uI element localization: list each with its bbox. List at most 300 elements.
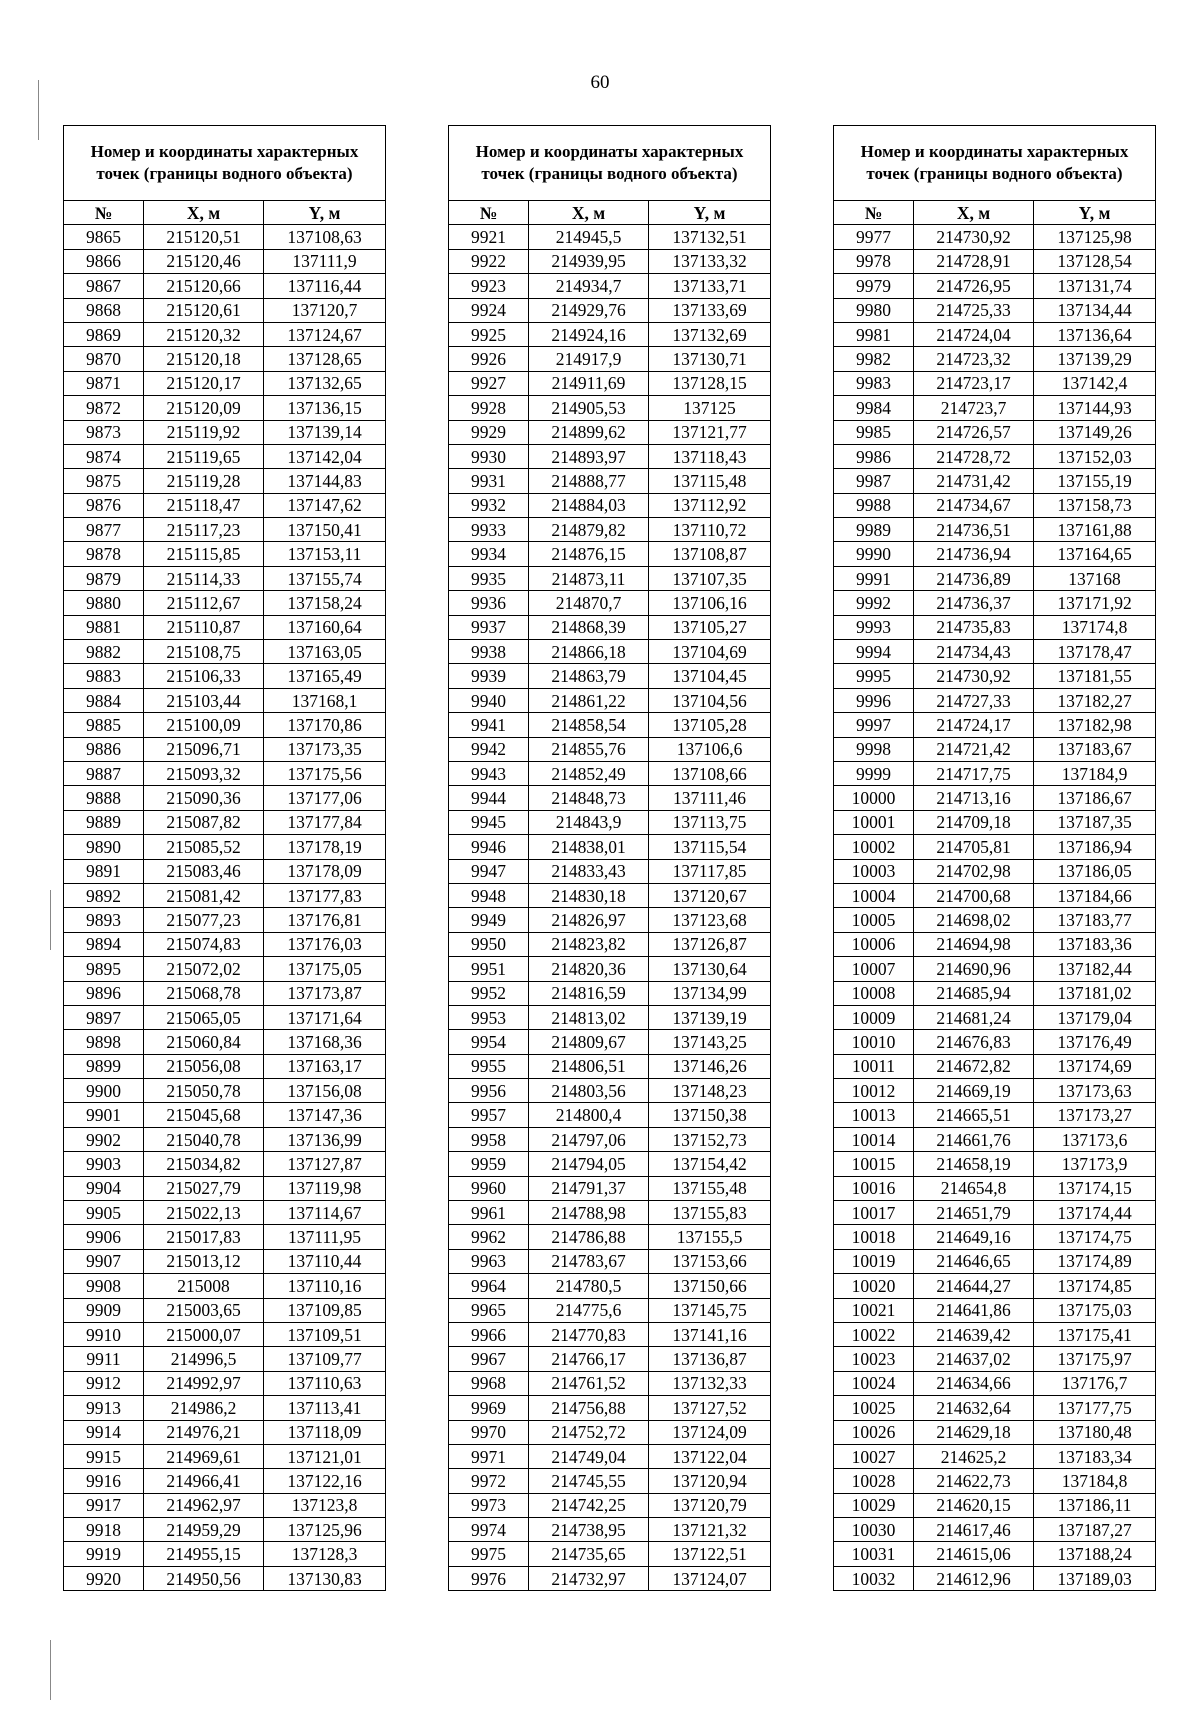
y-coordinate-cell: 137182,98 [1034,713,1156,737]
y-coordinate-cell: 137127,87 [264,1152,386,1176]
x-coordinate-cell: 214629,18 [914,1420,1034,1444]
x-coordinate-cell: 214924,16 [529,322,649,346]
y-coordinate-cell: 137111,46 [649,786,771,810]
x-coordinate-cell: 214863,79 [529,664,649,688]
point-number-cell: 9918 [64,1518,144,1542]
y-coordinate-cell: 137175,03 [1034,1298,1156,1322]
table-row [449,1030,771,1054]
x-coordinate-cell: 214732,97 [529,1566,649,1590]
y-coordinate-cell: 137155,83 [649,1201,771,1225]
x-coordinate-cell: 214735,65 [529,1542,649,1566]
y-coordinate-cell: 137164,65 [1034,542,1156,566]
table-row [64,908,386,932]
table-row [449,786,771,810]
y-coordinate-cell: 137175,41 [1034,1322,1156,1346]
table-row [449,664,771,688]
y-coordinate-cell: 137106,6 [649,737,771,761]
y-coordinate-cell: 137113,41 [264,1396,386,1420]
y-coordinate-cell: 137139,14 [264,420,386,444]
y-coordinate-cell: 137118,43 [649,444,771,468]
point-number-cell: 10005 [834,908,914,932]
x-coordinate-cell: 214816,59 [529,981,649,1005]
table-row [834,249,1156,273]
y-coordinate-cell: 137125,98 [1034,225,1156,249]
scan-edge-line-middle [50,890,51,950]
x-coordinate-cell: 214959,29 [144,1518,264,1542]
table-row [449,298,771,322]
x-coordinate-cell: 215050,78 [144,1079,264,1103]
x-coordinate-cell: 214986,2 [144,1396,264,1420]
x-coordinate-cell: 215087,82 [144,810,264,834]
point-number-cell: 10020 [834,1274,914,1298]
x-coordinate-cell: 214861,22 [529,688,649,712]
point-number-cell: 9923 [449,274,529,298]
coordinates-table-1 [63,125,386,1591]
x-coordinate-cell: 215112,67 [144,591,264,615]
table-body [449,225,771,1591]
x-coordinate-cell: 214870,7 [529,591,649,615]
point-number-cell: 9992 [834,591,914,615]
table-row [64,640,386,664]
x-coordinate-cell: 214735,83 [914,615,1034,639]
y-coordinate-cell: 137183,77 [1034,908,1156,932]
table-row [449,1469,771,1493]
x-coordinate-cell: 215108,75 [144,640,264,664]
x-coordinate-cell: 214694,98 [914,932,1034,956]
scan-edge-line-bottom [50,1640,51,1700]
table-row [834,274,1156,298]
y-coordinate-cell: 137133,71 [649,274,771,298]
y-coordinate-cell: 137181,02 [1034,981,1156,1005]
y-coordinate-cell: 137173,63 [1034,1079,1156,1103]
point-number-cell: 10015 [834,1152,914,1176]
x-coordinate-cell: 214730,92 [914,225,1034,249]
y-coordinate-cell: 137178,47 [1034,640,1156,664]
point-number-cell: 9969 [449,1396,529,1420]
point-number-cell: 9948 [449,883,529,907]
table-row [64,761,386,785]
table-row [449,396,771,420]
x-coordinate-cell: 214649,16 [914,1225,1034,1249]
page-number: 60 [590,72,610,93]
table-row [64,786,386,810]
x-coordinate-cell: 214724,17 [914,713,1034,737]
x-coordinate-cell: 214809,67 [529,1030,649,1054]
point-number-cell: 9972 [449,1469,529,1493]
x-coordinate-cell: 215045,68 [144,1103,264,1127]
table-row [64,566,386,590]
table-row [449,640,771,664]
y-coordinate-cell: 137174,44 [1034,1201,1156,1225]
point-number-cell: 9885 [64,713,144,737]
table-row [834,810,1156,834]
x-coordinate-cell: 214955,15 [144,1542,264,1566]
y-coordinate-cell: 137174,75 [1034,1225,1156,1249]
point-number-cell: 9928 [449,396,529,420]
table-row [834,347,1156,371]
x-coordinate-cell: 214770,83 [529,1322,649,1346]
y-coordinate-cell: 137122,04 [649,1444,771,1468]
x-coordinate-cell: 214806,51 [529,1054,649,1078]
x-coordinate-cell: 215060,84 [144,1030,264,1054]
x-coordinate-cell: 215081,42 [144,883,264,907]
y-coordinate-cell: 137125 [649,396,771,420]
table-row [64,981,386,1005]
table-row [834,1322,1156,1346]
point-number-cell: 9999 [834,761,914,785]
point-number-cell: 10022 [834,1322,914,1346]
point-number-cell: 9904 [64,1176,144,1200]
x-coordinate-cell: 215003,65 [144,1298,264,1322]
y-coordinate-cell: 137120,79 [649,1493,771,1517]
table-row [834,1371,1156,1395]
column-header-y: Y, м [264,201,386,225]
point-number-cell: 9929 [449,420,529,444]
y-coordinate-cell: 137184,66 [1034,883,1156,907]
point-number-cell: 10003 [834,859,914,883]
point-number-cell: 10025 [834,1396,914,1420]
x-coordinate-cell: 214685,94 [914,981,1034,1005]
y-coordinate-cell: 137144,83 [264,469,386,493]
y-coordinate-cell: 137176,81 [264,908,386,932]
y-coordinate-cell: 137168 [1034,566,1156,590]
point-number-cell: 9924 [449,298,529,322]
point-number-cell: 9871 [64,371,144,395]
table-row [64,1225,386,1249]
x-coordinate-cell: 214866,18 [529,640,649,664]
point-number-cell: 9867 [64,274,144,298]
point-number-cell: 9996 [834,688,914,712]
point-number-cell: 10010 [834,1030,914,1054]
y-coordinate-cell: 137173,87 [264,981,386,1005]
table-row [64,1274,386,1298]
table-row [449,1176,771,1200]
table-row [834,469,1156,493]
table-row [834,981,1156,1005]
point-number-cell: 9919 [64,1542,144,1566]
point-number-cell: 9990 [834,542,914,566]
point-number-cell: 9978 [834,249,914,273]
point-number-cell: 9880 [64,591,144,615]
y-coordinate-cell: 137118,09 [264,1420,386,1444]
y-coordinate-cell: 137110,44 [264,1249,386,1273]
x-coordinate-cell: 214654,8 [914,1176,1034,1200]
point-number-cell: 9998 [834,737,914,761]
table-row [834,786,1156,810]
x-coordinate-cell: 215110,87 [144,615,264,639]
table-row [64,883,386,907]
table-row [64,1298,386,1322]
table-row [449,1127,771,1151]
point-number-cell: 9984 [834,396,914,420]
point-number-cell: 9973 [449,1493,529,1517]
x-coordinate-cell: 214730,92 [914,664,1034,688]
table-row [834,1103,1156,1127]
y-coordinate-cell: 137184,8 [1034,1469,1156,1493]
point-number-cell: 9983 [834,371,914,395]
point-number-cell: 9940 [449,688,529,712]
y-coordinate-cell: 137186,05 [1034,859,1156,883]
coordinates-table-2 [448,125,771,1591]
table-row [449,1566,771,1590]
y-coordinate-cell: 137174,89 [1034,1249,1156,1273]
x-coordinate-cell: 214723,17 [914,371,1034,395]
table-row [449,761,771,785]
table-row [449,737,771,761]
x-coordinate-cell: 214728,91 [914,249,1034,273]
point-number-cell: 9979 [834,274,914,298]
table-row [834,908,1156,932]
table-row [449,957,771,981]
table-row [64,1005,386,1029]
y-coordinate-cell: 137173,27 [1034,1103,1156,1127]
table-row [64,274,386,298]
y-coordinate-cell: 137152,03 [1034,444,1156,468]
y-coordinate-cell: 137125,96 [264,1518,386,1542]
point-number-cell: 9868 [64,298,144,322]
x-coordinate-cell: 214905,53 [529,396,649,420]
y-coordinate-cell: 137132,69 [649,322,771,346]
y-coordinate-cell: 137136,64 [1034,322,1156,346]
x-coordinate-cell: 215120,17 [144,371,264,395]
table-row [449,1322,771,1346]
x-coordinate-cell: 214888,77 [529,469,649,493]
y-coordinate-cell: 137187,35 [1034,810,1156,834]
y-coordinate-cell: 137128,15 [649,371,771,395]
table-row [834,444,1156,468]
x-coordinate-cell: 214791,37 [529,1176,649,1200]
point-number-cell: 9975 [449,1542,529,1566]
x-coordinate-cell: 214612,96 [914,1566,1034,1590]
x-coordinate-cell: 214852,49 [529,761,649,785]
point-number-cell: 9911 [64,1347,144,1371]
y-coordinate-cell: 137173,9 [1034,1152,1156,1176]
point-number-cell: 9888 [64,786,144,810]
x-coordinate-cell: 215074,83 [144,932,264,956]
point-number-cell: 9884 [64,688,144,712]
y-coordinate-cell: 137124,09 [649,1420,771,1444]
table-row [834,713,1156,737]
table-row [449,274,771,298]
point-number-cell: 9938 [449,640,529,664]
table-row [834,225,1156,249]
x-coordinate-cell: 214658,19 [914,1152,1034,1176]
y-coordinate-cell: 137188,24 [1034,1542,1156,1566]
point-number-cell: 9976 [449,1566,529,1590]
y-coordinate-cell: 137186,94 [1034,835,1156,859]
table-row [834,1347,1156,1371]
point-number-cell: 9942 [449,737,529,761]
x-coordinate-cell: 214615,06 [914,1542,1034,1566]
x-coordinate-cell: 214775,6 [529,1298,649,1322]
table-row [834,761,1156,785]
x-coordinate-cell: 214723,32 [914,347,1034,371]
y-coordinate-cell: 137130,83 [264,1566,386,1590]
table-row [64,713,386,737]
x-coordinate-cell: 214826,97 [529,908,649,932]
y-coordinate-cell: 137150,66 [649,1274,771,1298]
point-number-cell: 10026 [834,1420,914,1444]
y-coordinate-cell: 137142,4 [1034,371,1156,395]
point-number-cell: 9895 [64,957,144,981]
y-coordinate-cell: 137116,44 [264,274,386,298]
y-coordinate-cell: 137108,63 [264,225,386,249]
point-number-cell: 9950 [449,932,529,956]
point-number-cell: 9956 [449,1079,529,1103]
table-row [834,1030,1156,1054]
x-coordinate-cell: 215119,92 [144,420,264,444]
point-number-cell: 10029 [834,1493,914,1517]
x-coordinate-cell: 214637,02 [914,1347,1034,1371]
x-coordinate-cell: 214929,76 [529,298,649,322]
y-coordinate-cell: 137168,36 [264,1030,386,1054]
table-row [64,420,386,444]
x-coordinate-cell: 214843,9 [529,810,649,834]
y-coordinate-cell: 137131,74 [1034,274,1156,298]
point-number-cell: 9953 [449,1005,529,1029]
y-coordinate-cell: 137170,86 [264,713,386,737]
y-coordinate-cell: 137104,69 [649,640,771,664]
column-header-x: X, м [529,201,649,225]
table-row [449,444,771,468]
y-coordinate-cell: 137147,36 [264,1103,386,1127]
point-number-cell: 10002 [834,835,914,859]
point-number-cell: 9920 [64,1566,144,1590]
table-row [449,1298,771,1322]
x-coordinate-cell: 214727,33 [914,688,1034,712]
y-coordinate-cell: 137136,87 [649,1347,771,1371]
x-coordinate-cell: 214794,05 [529,1152,649,1176]
table-row [449,1444,771,1468]
point-number-cell: 9981 [834,322,914,346]
point-number-cell: 10018 [834,1225,914,1249]
x-coordinate-cell: 214756,88 [529,1396,649,1420]
point-number-cell: 9936 [449,591,529,615]
x-coordinate-cell: 214734,43 [914,640,1034,664]
table-body [834,225,1156,1591]
y-coordinate-cell: 137128,54 [1034,249,1156,273]
table-row [834,493,1156,517]
y-coordinate-cell: 137176,7 [1034,1371,1156,1395]
y-coordinate-cell: 137171,64 [264,1005,386,1029]
y-coordinate-cell: 137122,51 [649,1542,771,1566]
point-number-cell: 9993 [834,615,914,639]
point-number-cell: 9909 [64,1298,144,1322]
table-row [64,591,386,615]
x-coordinate-cell: 214966,41 [144,1469,264,1493]
y-coordinate-cell: 137161,88 [1034,518,1156,542]
point-number-cell: 9994 [834,640,914,664]
x-coordinate-cell: 214788,98 [529,1201,649,1225]
y-coordinate-cell: 137120,67 [649,883,771,907]
x-coordinate-cell: 215040,78 [144,1127,264,1151]
table-row [834,420,1156,444]
y-coordinate-cell: 137110,16 [264,1274,386,1298]
point-number-cell: 9947 [449,859,529,883]
y-coordinate-cell: 137189,03 [1034,1566,1156,1590]
point-number-cell: 9951 [449,957,529,981]
x-coordinate-cell: 215115,85 [144,542,264,566]
point-number-cell: 9955 [449,1054,529,1078]
point-number-cell: 9985 [834,420,914,444]
y-coordinate-cell: 137113,75 [649,810,771,834]
y-coordinate-cell: 137163,05 [264,640,386,664]
point-number-cell: 9872 [64,396,144,420]
y-coordinate-cell: 137115,48 [649,469,771,493]
y-coordinate-cell: 137165,49 [264,664,386,688]
point-number-cell: 10012 [834,1079,914,1103]
x-coordinate-cell: 214813,02 [529,1005,649,1029]
point-number-cell: 9931 [449,469,529,493]
table-row [449,1371,771,1395]
x-coordinate-cell: 215065,05 [144,1005,264,1029]
table-row [834,957,1156,981]
table-row [449,1225,771,1249]
y-coordinate-cell: 137115,54 [649,835,771,859]
y-coordinate-cell: 137174,69 [1034,1054,1156,1078]
y-coordinate-cell: 137117,85 [649,859,771,883]
point-number-cell: 9883 [64,664,144,688]
x-coordinate-cell: 214803,56 [529,1079,649,1103]
x-coordinate-cell: 214823,82 [529,932,649,956]
x-coordinate-cell: 215120,51 [144,225,264,249]
table-row [834,688,1156,712]
table-row [64,542,386,566]
y-coordinate-cell: 137150,41 [264,518,386,542]
x-coordinate-cell: 214625,2 [914,1444,1034,1468]
x-coordinate-cell: 214838,01 [529,835,649,859]
point-number-cell: 9986 [834,444,914,468]
point-number-cell: 9970 [449,1420,529,1444]
table-row [449,981,771,1005]
table-title: Номер и координаты характерных точек (границы водного объекта) [64,126,386,201]
y-coordinate-cell: 137175,97 [1034,1347,1156,1371]
point-number-cell: 9886 [64,737,144,761]
x-coordinate-cell: 214723,7 [914,396,1034,420]
y-coordinate-cell: 137108,66 [649,761,771,785]
table-row [449,469,771,493]
y-coordinate-cell: 137111,9 [264,249,386,273]
point-number-cell: 9926 [449,347,529,371]
table-row [449,542,771,566]
x-coordinate-cell: 214736,89 [914,566,1034,590]
point-number-cell: 9879 [64,566,144,590]
table-body [64,225,386,1591]
x-coordinate-cell: 214639,42 [914,1322,1034,1346]
x-coordinate-cell: 214766,17 [529,1347,649,1371]
y-coordinate-cell: 137153,11 [264,542,386,566]
point-number-cell: 9935 [449,566,529,590]
point-number-cell: 9873 [64,420,144,444]
table-row [449,1054,771,1078]
x-coordinate-cell: 214698,02 [914,908,1034,932]
point-number-cell: 9977 [834,225,914,249]
x-coordinate-cell: 214848,73 [529,786,649,810]
x-coordinate-cell: 215120,32 [144,322,264,346]
point-number-cell: 9906 [64,1225,144,1249]
table-row [834,859,1156,883]
point-number-cell: 9964 [449,1274,529,1298]
y-coordinate-cell: 137184,9 [1034,761,1156,785]
point-number-cell: 9997 [834,713,914,737]
point-number-cell: 9934 [449,542,529,566]
point-number-cell: 9908 [64,1274,144,1298]
table-row [834,396,1156,420]
y-coordinate-cell: 137126,87 [649,932,771,956]
table-row [64,737,386,761]
point-number-cell: 10017 [834,1201,914,1225]
column-header-number: № [834,201,914,225]
